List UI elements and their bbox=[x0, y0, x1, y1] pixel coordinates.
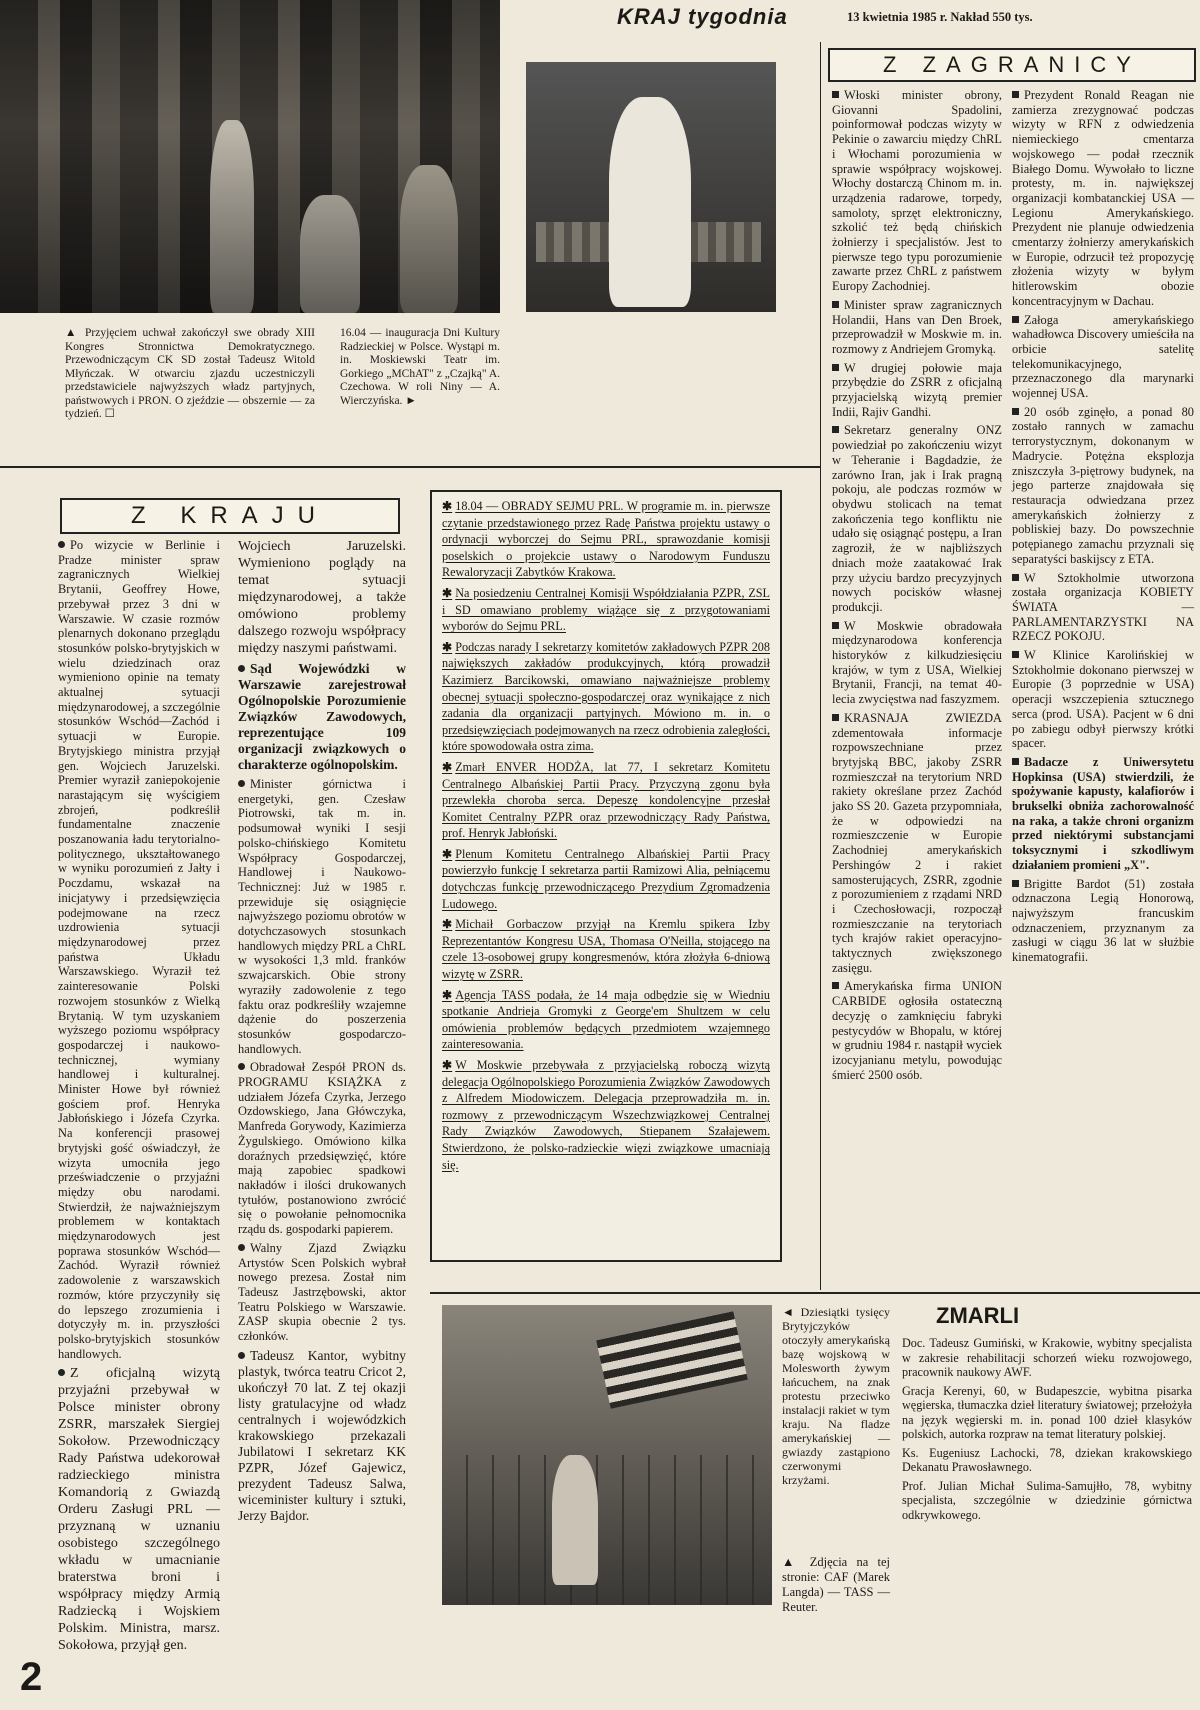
page-number: 2 bbox=[20, 1655, 43, 1699]
delegate-figure bbox=[300, 195, 360, 313]
bullet-icon bbox=[58, 541, 65, 548]
end-square-icon: ☐ bbox=[104, 408, 115, 420]
triangle-left-icon: ◄ bbox=[782, 1305, 801, 1319]
theatre-caption: 16.04 — inauguracja Dni Kultury Radzieckiej w Polsce. Wystąpi m. in. Moskiewski Teatr im. Gorkiego „MChAT" z „Czajką" A. Czechowa. W roli Niny — A. Wierczyńska. ► bbox=[340, 327, 500, 407]
fence bbox=[442, 1455, 772, 1605]
z-zagranicy-col1: Włoski minister obrony, Giovanni Spadolini, poinformował podczas wizyty w Pekinie o zawarciu między ChRL i Włochami porozumienia w sprawie współpracy wojskowej. Włochy dostarczą Chinom m. in. urządzenia radarowe, torpedy, samoloty, sprzęt elektroniczny, szkolić też będą chińskich żołnierzy i specjalistów. Jest to pierwsze tego typu porozumienie zawarte przez ChRL z państwem Europy Zachodniej. Minister spraw zagranicznych Holandii, Hans van Den Broek, przeprowadził w Moskwie m. in. rozmowy z Andriejem Gromyką. W drugiej połowie maja przybędzie do ZSRR z oficjalną przyjacielską wizytą premier Indii, Rajiv Gandhi. Sekretarz generalny ONZ powiedział po zakończeniu wizyt w Teheranie i Bagdadzie, że zarówno Iran, jak i Irak pragną pokoju, ale podczas rozmów w obydwu stolicach na temat zakończenia tego konfliktu nie udało się osiągnąć postępu, a Iran zagroził, że w najbliższych dniach może zaatakować Irak przy użyciu bardzo precyzyjnych nowych pocisków własnej produkcji. W Moskwie obradowała międzynarodowa konferencja historyków z kilkudziesięciu krajów, w tym z USA, Wielkiej Brytanii, Francji, na temat 40-lecia zwycięstwa nad faszyzmem. KRASNAJA ZWIEZDA zdementowała informacje rozpowszechniane przez brytyjską BBC, jakoby ZSRR rozmieszczał na terytorium NRD rakiety określane przez Zachód jako SS 20. Gazeta przypomniała, że w odpowiedzi na rozmieszczenie w Europie Zachodniej amerykańskich Pershingów 2 i rakiet samosterujących, ZSRR, zgodnie z porozumieniem z rządami NRD i Czechosłowacji, rozpoczął rozmieszczanie na terytoriach tych krajów rakiet operacyjno-taktycznych zwiększonego zasięgu. Amerykańska firma UNION CARBIDE ogłosiła ostateczną decyzję o zamknięciu fabryki pestycydów w Bhopalu, w której w grudniu 1984 r. nastąpił wyciek izocyjanianu metylu, powodując śmierć 2500 osób. bbox=[832, 88, 1002, 1082]
star-icon: ✱ bbox=[442, 639, 453, 654]
star-icon: ✱ bbox=[442, 759, 453, 774]
square-bullet-icon bbox=[1012, 651, 1019, 658]
masthead-date: 13 kwietnia 1985 r. Nakład 550 tys. bbox=[847, 10, 1033, 24]
triangle-up-icon: ▲ bbox=[782, 1555, 810, 1569]
z-zagranicy-col2: Prezydent Ronald Reagan nie zamierza zrezygnować podczas wizyty w RFN z odwiedzenia niemieckiego cmentarza wojskowego — podał rzecznik Białego Domu. Wywołało to liczne protesty, m. in. największej organizacji kombatanckiej USA — Legionu Amerykańskiego. Prezydent nie planuje odwiedzenia cmentarzy żołnierzy amerykańskich w Europie, odrzucił też propozycję złożenia wizyty w byłym hitlerowskim obozie koncentracyjnym w Dachau. Załoga amerykańskiego wahadłowca Discovery umieściła na orbicie satelitę telekomunikacyjnego, przeznaczonego dla marynarki wojennej USA. 20 osób zginęło, a ponad 80 zostało rannych w zamachu terrorystycznym, dokonanym w Madrycie. Potężna eksplozja zniszczyła 3-piętrowy budynek, na jego parterze znajdowała się restauracja odwiedzana przez amerykańskich żołnierzy z pobliskiej bazy. Do powszechnie potępianego zamachu przyznali się separatyści baskijscy z ETA. W Sztokholmie utworzona została organizacja KOBIETY ŚWIATA — PARLAMENTARZYSTKI NA RZECZ POKOJU. W Klinice Karolińskiej w Sztokholmie dokonano pierwszej w Europie (3 poprzednie w USA) operacji wszczepienia sztucznego serca (prod. USA). Pacjent w 6 dni po zabiegu odbył pierwszy krótki spacer. Badacze z Uniwersytetu Hopkinsa (USA) stwierdzili, że spożywanie kapusty, kalafiorów i brukselki obniża zachorowalność na raka, a także chroni organizm przed niektórymi substancjami toksycznymi i szkodliwym działaniem promieni „X". Brigitte Bardot (51) została odznaczona Legią Honorową, najwyższym francuskim odznaczeniem, przyznanym za zasługi w ciągu 36 lat w służbie kinematografii. bbox=[1012, 88, 1194, 965]
square-bullet-icon bbox=[1012, 91, 1019, 98]
star-icon: ✱ bbox=[442, 846, 453, 861]
actress-figure bbox=[609, 97, 691, 307]
square-bullet-icon bbox=[1012, 880, 1019, 887]
z-kraju-col2: Wojciech Jaruzelski. Wymieniono poglądy na temat sytuacji międzynarodowej, a także omówiono problemy dalszego rozwoju współpracy między naszymi państwami. Sąd Wojewódzki w Warszawie zarejestrował Ogólnopolskie Porozumienie Związków Zawodowych, reprezentujące 109 organizacji związkowych o charakterze ogólnopolskim. Minister górnictwa i energetyki, gen. Czesław Piotrowski, tak m. in. podsumował wyniki I sesji polsko-chińskiego Komitetu Współpracy Gospodarczej, Handlowej i Naukowo-Technicznej: Już w 1985 r. przewiduje się osiągnięcie najwyższego poziomu obrotów w dotychczasowych stosunkach handlowych między PRL a ChRL w wysokości 1,3 mld. franków szwajcarskich. Obie strony wyraziły zadowolenie z tego faktu oraz podkreśliły wzajemne dążenie do poszerzenia stosunków gospodarczo-handlowych. Obradował Zespół PRON ds. PROGRAMU KSIĄŻKA z udziałem Józefa Czyrka, Jerzego Ozdowskiego, Jana Główczyka, Manfreda Gorywody, Kazimierza Żygulskiego. Omówiono kilka doraźnych przedsięwzięć, które mają zapobiec spadkowi nakładów i ilości drukowanych tytułów, postanowiono zwrócić się o powołanie pełnomocnika rządu ds. gospodarki papierem. Walny Zjazd Związku Artystów Scen Polskich wybrał nowego prezesa. Został nim Tadeusz Jastrzębowski, aktor Teatru Polskiego w Warszawie. ZASP skupia obecnie 2 tys. członków. Tadeusz Kantor, wybitny plastyk, twórca teatru Cricot 2, ukończył 70 lat. Z tej okazji listy gratulacyjne od władz centralnych i wojewódzkich krakowskiego przekazali Jubilatowi I sekretarz KK PZPR, Józef Gajewicz, prezydent Tadeusz Salwa, wiceminister kultury i sztuki, Jerzy Bajdor. bbox=[238, 539, 406, 1523]
square-bullet-icon bbox=[832, 622, 839, 629]
triangle-up-icon: ▲ bbox=[65, 327, 86, 339]
camp-caption: ◄ Dziesiątki tysięcy Brytyjczyków otoczyły amerykańską bazę wojskową w Molesworth żywym łańcuchem, na znak protestu przeciwko instalacji rakiet w tym kraju. Na fladze amerykańskiej — gwiazdy zastąpiono czerwonymi krzyżami. bbox=[782, 1305, 890, 1487]
flag bbox=[596, 1311, 747, 1409]
square-bullet-icon bbox=[1012, 408, 1019, 415]
star-icon: ✱ bbox=[442, 987, 453, 1002]
square-bullet-icon bbox=[1012, 574, 1019, 581]
protester-figure bbox=[552, 1455, 598, 1585]
star-icon: ✱ bbox=[442, 1058, 453, 1072]
congress-photo bbox=[0, 0, 500, 313]
star-icon: ✱ bbox=[442, 917, 453, 932]
square-bullet-icon bbox=[1012, 316, 1019, 323]
obituary-item: Prof. Julian Michał Sulima-Samujłło, 78, wybitny specjalista, szczególnie w dziedzinie górnictwa odkrywkowego. bbox=[902, 1478, 1192, 1522]
bullet-icon bbox=[238, 1244, 245, 1251]
masthead bbox=[617, 4, 1197, 30]
bullet-icon bbox=[238, 1352, 245, 1359]
delegate-figure bbox=[400, 165, 458, 313]
sejm-item: ✱ Michaił Gorbaczow przyjął na Kremlu spikera Izby Reprezentantów Kongresu USA, Thomasa O'Neilla, stojącego na czele 13-osobowej grupy kongresmenów, która złożyła 6-dniową wizytę w ZSRR. bbox=[442, 917, 770, 982]
sejm-item: ✱ Na posiedzeniu Centralnej Komisji Współdziałania PZPR, ZSL i SD omawiano problemy wiążące się z przygotowaniami wyborów do Sejmu PRL. bbox=[442, 585, 770, 634]
square-bullet-icon bbox=[832, 301, 839, 308]
square-bullet-icon bbox=[832, 714, 839, 721]
triangle-right-icon: ► bbox=[405, 394, 417, 407]
star-icon: ✱ bbox=[442, 585, 453, 600]
square-bullet-icon bbox=[832, 91, 839, 98]
obituary-item: Ks. Eugeniusz Lachocki, 78, dziekan krakowskiego Dekanatu Prawosławnego. bbox=[902, 1445, 1192, 1474]
sejm-item: ✱ Plenum Komitetu Centralnego Albańskiej Partii Pracy powierzyło funkcję I sekretarza partii Ramizowi Alia, pełniącemu dotychczas funkcję przewodniczącego Prezydium Zgromadzenia Ludowego. bbox=[442, 846, 770, 911]
camp-photo bbox=[442, 1305, 772, 1605]
bullet-icon bbox=[238, 780, 245, 787]
obituary-item: Gracja Kerenyi, 60, w Budapeszcie, wybitna pisarka węgierska, tłumaczka dzieł literatury światowej; przełożyła na język węgierski m. in. ponad 100 dzieł klasyków polskich, autorka rozpraw na temat literatury polskiej. bbox=[902, 1383, 1192, 1441]
z-kraju-col1: Po wizycie w Berlinie i Pradze minister spraw zagranicznych Wielkiej Brytanii, Geoffrey Howe, przebywał przez 3 dni w Warszawie. W czasie rozmów plenarnych dokonano przeglądu stosunków polsko-brytyjskich w wielu dziedzinach oraz wymieniono opinie na tematy aktualnej sytuacji międzynarodowej, a szczególnie stosunków Wschód—Zachód i sytuacji w Europie. Brytyjskiego ministra przyjął gen. Wojciech Jaruzelski. Premier wyraził zaniepokojenie narastającym się wyścigiem zbrojeń, podkreślił fundamentalne znaczenie poszanowania ładu terytorialno-politycznego, ukształtowanego w wyniku porozumień z Jałty i Poczdamu, wskazał na inicjatywy i przedsięwzięcia podejmowane na rzecz uzdrowienia sytuacji międzynarodowej przez państwa Układu Warszawskiego. Wyraził też zainteresowanie Polski rozwojem stosunków z Wielką Brytanią. W tym uzyskaniem wyższego poziomu współpracy gospodarczej i naukowo-technicznej, wymiany handlowej i kulturalnej. Minister Howe był również gościem prof. Henryka Jabłońskiego i Józefa Czyrka. Na konferencji prasowej brytyjski gość oświadczył, że wizyta umocniła jego przeświadczenie o przyjaźni między obu narodami. Stwierdził, że najważniejszym problemem w kontaktach międzynarodowych jest poprawa stosunków Wschód—Zachód. Wyraził również zadowolenie z warszawskich rozmów, które przyczyniły się do lepszego zrozumienia i dotyczyły m. in. przyszłości polsko-brytyjskich stosunków handlowych. Z oficjalną wizytą przyjaźni przebywał w Polsce minister obrony ZSRR, marszałek Siergiej Sokołow. Przewodniczący Rady Państwa udekorował radzieckiego ministra Komandorią z Gwiazdą Orderu Zasługi PRL — przyznaną w uznaniu osobistego szczególnego wkładu w umacnianie braterstwa broni i współpracy między Armią Radziecką i Wojskiem Polskim. Ministra, marsz. Sokołowa, przyjął gen. bbox=[58, 538, 220, 1654]
sejm-box bbox=[430, 490, 782, 1262]
z-zagranicy-heading: Z ZAGRANICY bbox=[828, 48, 1196, 82]
theatre-photo bbox=[526, 62, 776, 312]
congress-caption: ▲ Przyjęciem uchwał zakończył swe obrady XIII Kongres Stronnictwa Demokratycznego. Przewodniczącym CK SD został Tadeusz Witold Młyńczak. W otwarciu zjazdu uczestniczyli przedstawiciele najwyższych władz partyjnych, państwowych i PRON. O zjeździe — obszernie — za tydzień. ☐ bbox=[65, 327, 315, 420]
bullet-icon bbox=[58, 1369, 65, 1376]
horizontal-divider bbox=[430, 1292, 1200, 1294]
masthead-logo: KRAJ tygodnia bbox=[617, 4, 788, 29]
horizontal-divider bbox=[0, 466, 820, 468]
zmarli-heading: ZMARLI bbox=[936, 1303, 1020, 1328]
z-kraju-heading: Z KRAJU bbox=[60, 498, 400, 534]
square-bullet-icon bbox=[832, 426, 839, 433]
vertical-divider bbox=[820, 42, 821, 1290]
zmarli-list bbox=[902, 1336, 1192, 1526]
obituary-item: Doc. Tadeusz Gumiński, w Krakowie, wybitny specjalista w zakresie rehabilitacji schorzeń wieku rozwojowego, pracownik naukowy AWF. bbox=[902, 1336, 1192, 1379]
photo-credits: ▲ Zdjęcia na tej stronie: CAF (Marek Langda) — TASS — Reuter. bbox=[782, 1555, 890, 1614]
sejm-item: ✱ Agencja TASS podała, że 14 maja odbędzie się w Wiedniu spotkanie Andrieja Gromyki z George'em Shultzem w celu omówienia problemów będących przedmiotem wzajemnego zainteresowania. bbox=[442, 987, 770, 1052]
sejm-item: ✱ W Moskwie przebywała z przyjacielską roboczą wizytą delegacja Ogólnopolskiego Porozumienia Związków Zawodowych z Alfredem Miodowiczem. Delegacja przeprowadziła m. in. rozmowy z przewodniczącym Wszechzwiązkowej Centralnej Rady Związków Zawodowych, Stiepanem Szałajewem. Stwierdzono, że polsko-radzieckie więzi związkowe umacniają się. bbox=[442, 1058, 770, 1172]
sejm-item: ✱ Zmarł ENVER HODŻA, lat 77, I sekretarz Komitetu Centralnego Albańskiej Partii Pracy. Przyczyną zgonu była przewlekła choroba serca. Depeszę kondolencyjne przesłał Komitet Centralny PZPR oraz przewodniczący Rady Państwa, prof. Henryk Jabłoński. bbox=[442, 759, 770, 841]
bullet-icon bbox=[238, 665, 245, 672]
square-bullet-icon bbox=[1012, 758, 1019, 765]
square-bullet-icon bbox=[832, 982, 839, 989]
star-icon: ✱ bbox=[442, 499, 453, 513]
square-bullet-icon bbox=[832, 364, 839, 371]
sejm-item: ✱ Podczas narady I sekretarzy komitetów zakładowych PZPR 208 największych zakładów produkcyjnych, którą prowadził Kazimierz Barcikowski, omawiano najważniejsze problemy obecnej sytuacji społeczno-gospodarczej oraz wynikające z nich zadania dla organizacji partyjnych. Mówiono m. in. o przedsięwzięciach podejmowanych na rzecz odrobienia zaległości, które spowodowała ostra zima. bbox=[442, 639, 770, 754]
bullet-icon bbox=[238, 1063, 245, 1070]
delegate-figure bbox=[210, 120, 254, 313]
sejm-item: ✱ 18.04 — OBRADY SEJMU PRL. W programie m. in. pierwsze czytanie przedstawionego przez Radę Państwa projektu ustawy o ordynacji wyborczej do Sejmu PRL, sprawozdanie komisji poselskich o projekcie ustawy o Narodowym Funduszu Rewaloryzacji Zabytków Krakowa. bbox=[442, 499, 770, 580]
